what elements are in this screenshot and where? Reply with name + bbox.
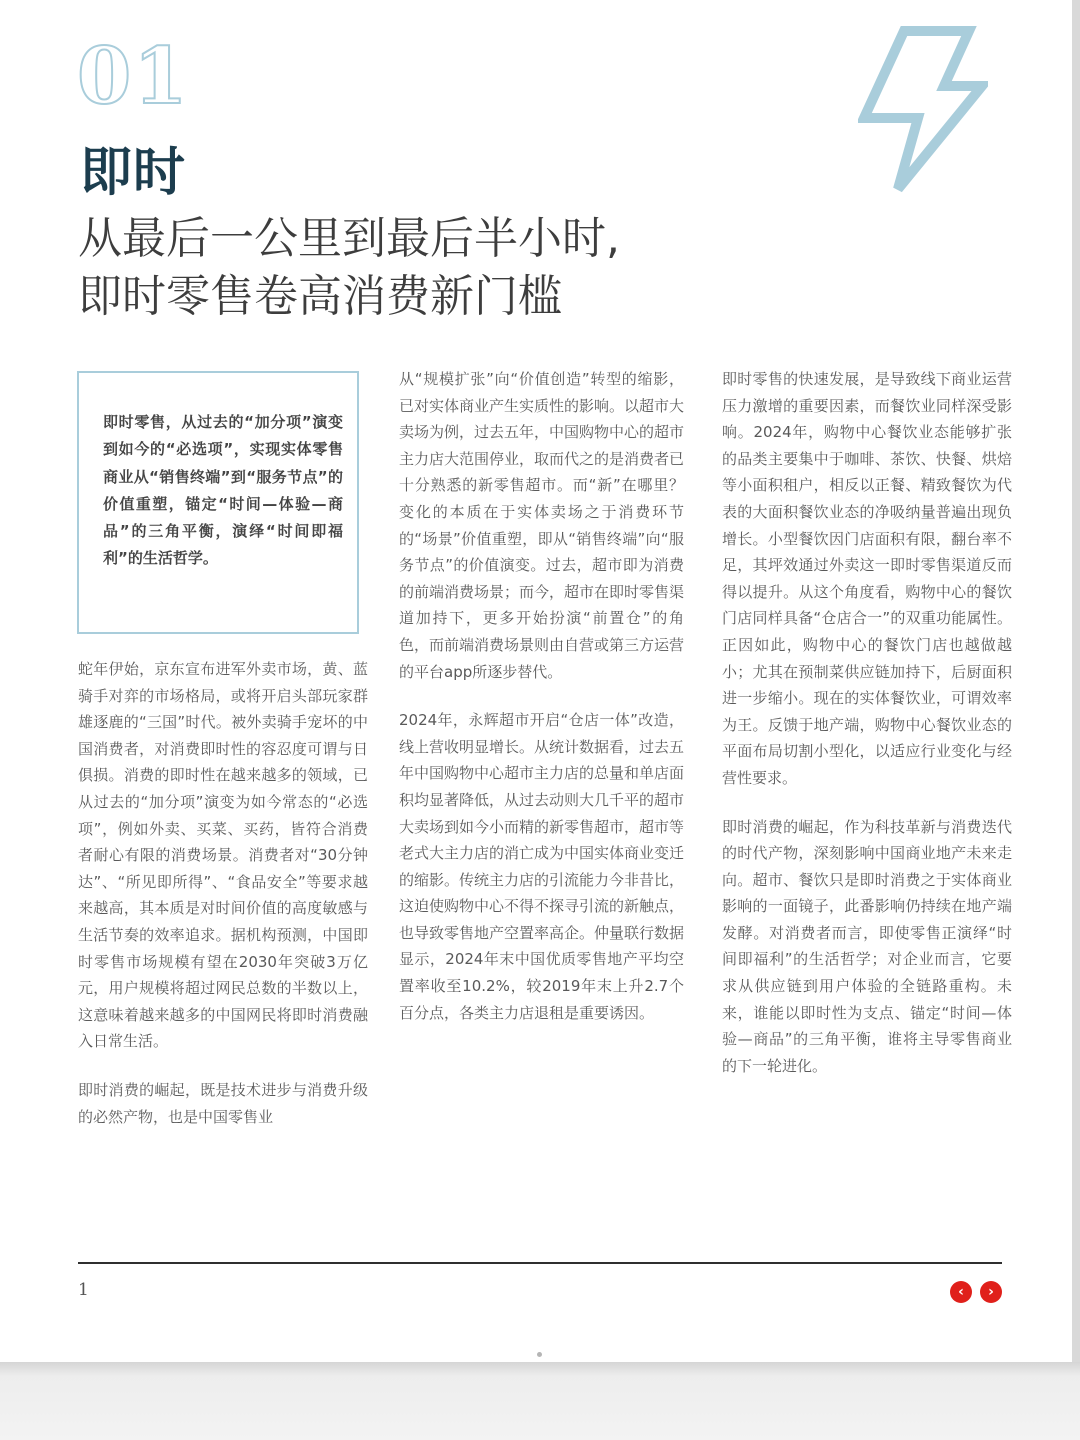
paragraph: 即时消费的崛起，作为科技革新与消费迭代的时代产物，深刻影响中国商业地产未来走向。超市、餐饮只是即时消费之于实体商业影响的一面镜子，此番影响仍持续在地产端发酵。对消费者而言，即使零售正演绎“时间即福利”的生活哲学；对企业而言，它要求从供应链到用户体验的全链路重构。未来，谁能以即时性为支点、锚定“时间—体验—商品”的三角平衡，谁将主导零售商业的下一轮进化。 [722,817,1012,1075]
lightning-bolt-icon [858,26,988,194]
headline-line-1: 从最后一公里到最后半小时, [78,213,620,264]
paragraph: 从“规模扩张”向“价值创造”转型的缩影，已对实体商业产生实质性的影响。以超市大卖场为例，过去五年，中国购物中心的超市主力店大范围停业，取而代之的是消费者已十分熟悉的新零售超市。而“新”在哪里？变化的本质在于实体卖场之于消费环节的“场景”价值重塑，即从“销售终端”向“服务节点”的价值演变。过去，超市即为消费的前端消费场景；而今，超市在即时零售渠道加持下，更多开始扮演“前置仓”的角色，而前端消费场景则由自营或第三方运营的平台app所逐步替代。 [399,370,685,681]
page-number: 1 [78,1280,89,1300]
body-column-3 [722,366,1012,1101]
page-indicator-dot [537,1352,542,1357]
body-column-1 [78,656,368,1152]
footer-divider [78,1262,1002,1264]
paragraph: 即时零售的快速发展，是导致线下商业运营压力激增的重要因素，而餐饮业同样深受影响。2024年，购物中心餐饮业态能够扩张的品类主要集中于咖啡、茶饮、快餐、烘焙等小面积租户，相反以正餐、精致餐饮为代表的大面积餐饮业态的净吸纳量普遍出现负增长。小型餐饮因门店面积有限，翻台率不足，其坪效通过外卖这一即时零售渠道反而得以提升。从这个角度看，购物中心的餐饮门店同样具备“仓店合一”的双重功能属性。正因如此，购物中心的餐饮门店也越做越小；尤其在预制菜供应链加持下，后厨面积进一步缩小。现在的实体餐饮业，可谓效率为王。反馈于地产端，购物中心餐饮业态的平面布局切割小型化，以适应行业变化与经营性要求。 [722,370,1012,787]
chevron-right-icon: › [988,1284,994,1300]
paragraph: 2024年，永辉超市开启“仓店一体”改造，线上营收明显增长。从统计数据看，过去五年中国购物中心超市主力店的总量和单店面积均显著降低，从过去动则大几千平的超市大卖场到如今小而精的新零售超市，超市等老式大主力店的消亡成为中国实体商业变迁的缩影。传统主力店的引流能力今非昔比，这迫使购物中心不得不探寻引流的新触点，也导致零售地产空置率高企。仲量联行数据显示，2024年末中国优质零售地产平均空置率收至10.2%，较2019年末上升2.7个百分点，各类主力店退租是重要诱因。 [399,711,685,1022]
section-number: 01 [77,31,190,122]
section-label: 即时 [80,143,187,203]
chevron-left-icon: ‹ [958,1284,964,1300]
body-column-2 [399,366,684,1048]
pull-quote: 即时零售，从过去的“加分项”演变到如今的“必选项”，实现实体零售商业从“销售终端”到“服务节点”的价值重塑，锚定“时间—体验—商品”的三角平衡，演绎“时间即福利”的生活哲学。 [77,371,359,634]
viewer-bottom-strip [0,1362,1080,1440]
previous-page-button[interactable] [950,1281,972,1303]
headline-line-2: 即时零售卷高消费新门槛 [78,271,562,322]
paragraph: 即时消费的崛起，既是技术进步与消费升级的必然产物，也是中国零售业 [78,1080,368,1126]
next-page-button[interactable] [980,1281,1002,1303]
paragraph: 蛇年伊始，京东宣布进军外卖市场，黄、蓝骑手对弈的市场格局，或将开启头部玩家群雄逐鹿的“三国”时代。被外卖骑手宠坏的中国消费者，对消费即时性的容忍度可谓与日俱损。消费的即时性在越来越多的领域，已从过去的“加分项”演变为如今常态的“必选项”，例如外卖、买菜、买药，皆符合消费者耐心有限的消费场景。消费者对“30分钟达”、“所见即所得”、“食品安全”等要求越来越高，其本质是对时间价值的高度敏感与生活节奏的效率追求。据机构预测，中国即时零售市场规模有望在2030年突破3万亿元，用户规模将超过网民总数的半数以上，这意味着越来越多的中国网民将即时消费融入日常生活。 [78,660,368,1051]
headline [78,210,778,326]
